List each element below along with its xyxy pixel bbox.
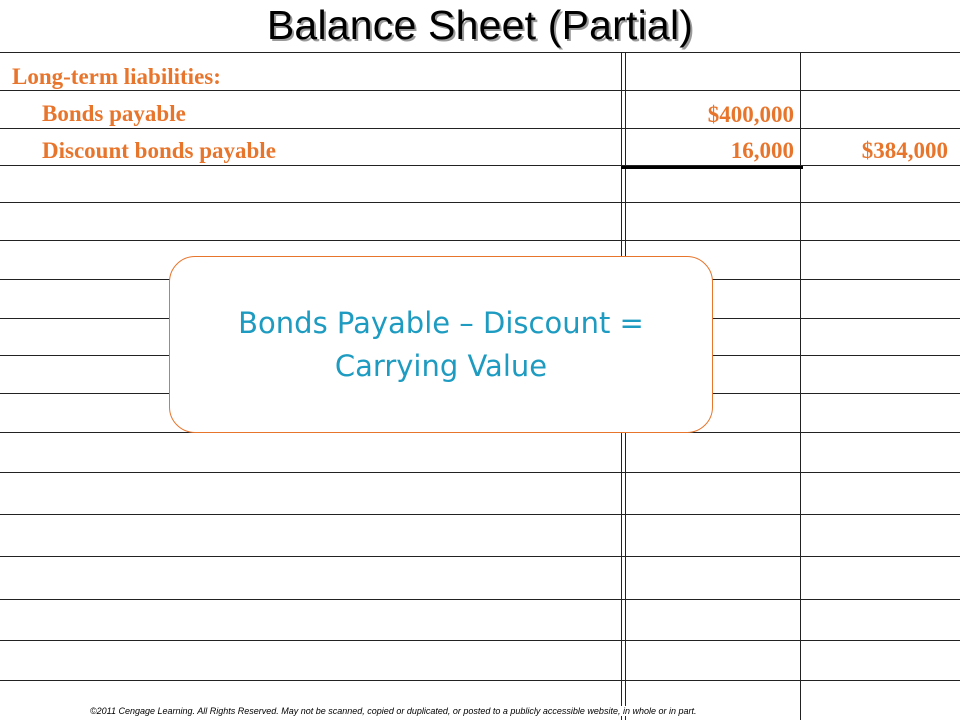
ledger-rule [0,202,960,203]
ledger-rule [0,52,960,53]
ledger-rule [0,556,960,557]
ledger-rule [0,599,960,600]
callout-line-2: Carrying Value [334,348,548,383]
subtotal-underline [621,166,803,169]
ledger-rule [0,240,960,241]
ledger-rule [0,90,960,91]
ledger-rule [0,640,960,641]
ledger-rule [0,472,960,473]
copyright-notice: ©2011 Cengage Learning. All Rights Reserved. May not be scanned, copied or duplicated, or posted to a publicly accessible website, in whole or in part. [90,706,697,716]
slide-title: Balance Sheet (Partial) [266,2,694,48]
ledger-rule [0,680,960,681]
row-label-discount: Discount bonds payable [42,138,276,163]
section-heading: Long-term liabilities: [12,64,221,89]
ledger-rule [0,165,960,166]
amount-bonds-payable: $400,000 [707,102,794,127]
row-label-bonds-payable: Bonds payable [42,101,186,126]
amount-discount: 16,000 [730,138,794,163]
ledger-rule [0,128,960,129]
column-divider [800,52,801,720]
ledger-rule [0,514,960,515]
carrying-value-total: $384,000 [861,138,948,163]
callout-line-1: Bonds Payable – Discount = [238,306,644,341]
formula-callout [169,256,713,433]
